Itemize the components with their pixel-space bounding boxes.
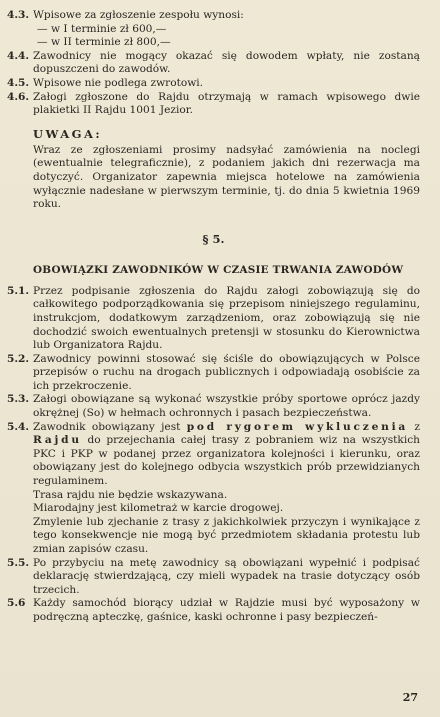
item-extra-line: Zmylenie lub zjechanie z trasy z jakichkolwiek przyczyn i wynikające z tego konsekwencje nie mogą być przedmiotem składania protestu lub zmian zapisów czasu. bbox=[33, 515, 420, 555]
item-text: Wpisowe nie podlega zwrotowi. bbox=[33, 76, 204, 89]
item-number: 5.5. bbox=[7, 556, 30, 569]
note-text: Wraz ze zgłoszeniami prosimy nadsyłać zamówienia na noclegi (ewentualnie telegraficznie), z podaniem jakich dni rezerwacja ma dotyczyć. Organizator zapewnia miejsca hotelowe na zamówienia wyłącznie nadesłane w pierwszym terminie, tj. do dnia 5 kwietnia 1969 roku. bbox=[33, 143, 420, 211]
item-number: 4.3. bbox=[7, 9, 30, 21]
item-text: Przez podpisanie zgłoszenia do Rajdu załogi zobowiązują się do całkowitego podporządkowania się przepisom niniejszego regulaminu, instrukcjom, dodatkowym zarządzeniom, oraz zobowiązują się nie dochodzić swoich ewentualnych pretensji w stosunku do Kierownictwa lub Organizatora Rajdu. bbox=[33, 284, 420, 352]
item-4-3 bbox=[7, 9, 420, 50]
item-text: Wpisowe za zgłoszenie zespołu wynosi: bbox=[33, 9, 244, 21]
item-text: Zawodnik obowiązany jest pod rygorem wykluczenia z Rajdu do przejechania całej trasy z pobraniem wiz na wszystkich PKC i PKP w podanej przez organizatora kolejności i kierunku, oraz obowiązany jest do kolejnego odbycia wszystkich prób przewidzianych regulaminem. bbox=[33, 420, 421, 488]
item-text: Po przybyciu na metę zawodnicy są obowiązani wypełnić i podpisać deklarację stwierdzającą, czy mieli wypadek na trasie dotyczący osób trzecich. bbox=[33, 556, 420, 596]
item-5-4 bbox=[7, 421, 420, 557]
item-5-6 bbox=[7, 597, 420, 624]
item-text: Zawodnicy powinni stosować się ściśle do obowiązujących w Polsce przepisów o ruchu na drogach publicznych i odpowiadają osobiście za ich przekroczenie. bbox=[33, 352, 420, 392]
page-number: 27 bbox=[402, 691, 418, 704]
fee-second-term: — w II terminie zł 800,— bbox=[37, 36, 171, 49]
item-number: 5.1. bbox=[7, 284, 30, 297]
section-heading: OBOWIĄZKI ZAWODNIKÓW W CZASIE TRWANIA ZAWODÓW bbox=[33, 263, 404, 276]
note-title: UWAGA: bbox=[33, 126, 103, 141]
item-4-4 bbox=[7, 50, 420, 77]
item-5-2 bbox=[7, 353, 420, 394]
item-text: Załogi obowiązane są wykonać wszystkie próby sportowe oprócz jazdy okrężnej (So) w hełmach ochronnych i pasach bezpieczeństwa. bbox=[33, 393, 420, 420]
item-extra-line: Trasa rajdu nie będzie wskazywana. bbox=[33, 488, 228, 501]
item-number: 5.4. bbox=[7, 420, 30, 433]
item-extra-line: Miarodajny jest kilometraż w karcie drogowej. bbox=[33, 502, 284, 515]
item-text: Załogi zgłoszone do Rajdu otrzymają w ramach wpisowego dwie plakietki II Rajdu 1001 Jezior. bbox=[33, 90, 420, 117]
item-number: 4.4. bbox=[7, 49, 30, 62]
item-5-1 bbox=[7, 285, 420, 353]
section-mark: § 5. bbox=[202, 231, 225, 246]
item-number: 4.6. bbox=[7, 90, 30, 103]
item-number: 5.2. bbox=[7, 352, 30, 365]
item-text: Zawodnicy nie mogący okazać się dowodem wpłaty, nie zostaną dopuszczeni do zawodów. bbox=[33, 49, 420, 76]
item-number: 4.5. bbox=[7, 76, 30, 89]
item-number: 5.3. bbox=[7, 393, 30, 406]
item-5-3 bbox=[7, 393, 420, 420]
fee-first-term: — w I terminie zł 600,— bbox=[37, 22, 167, 35]
item-number: 5.6 bbox=[7, 597, 26, 610]
emphasis-rally: Rajdu bbox=[33, 434, 82, 447]
item-5-5 bbox=[7, 557, 420, 598]
item-text: Każdy samochód biorący udział w Rajdzie musi być wyposażony w podręczną apteczkę, gaśnice, kaski ochronne i pasy bezpieczeń- bbox=[33, 597, 420, 623]
item-4-6 bbox=[7, 91, 420, 118]
item-4-5 bbox=[7, 77, 420, 91]
emphasis-penalty: pod rygorem wykluczenia bbox=[186, 420, 409, 433]
